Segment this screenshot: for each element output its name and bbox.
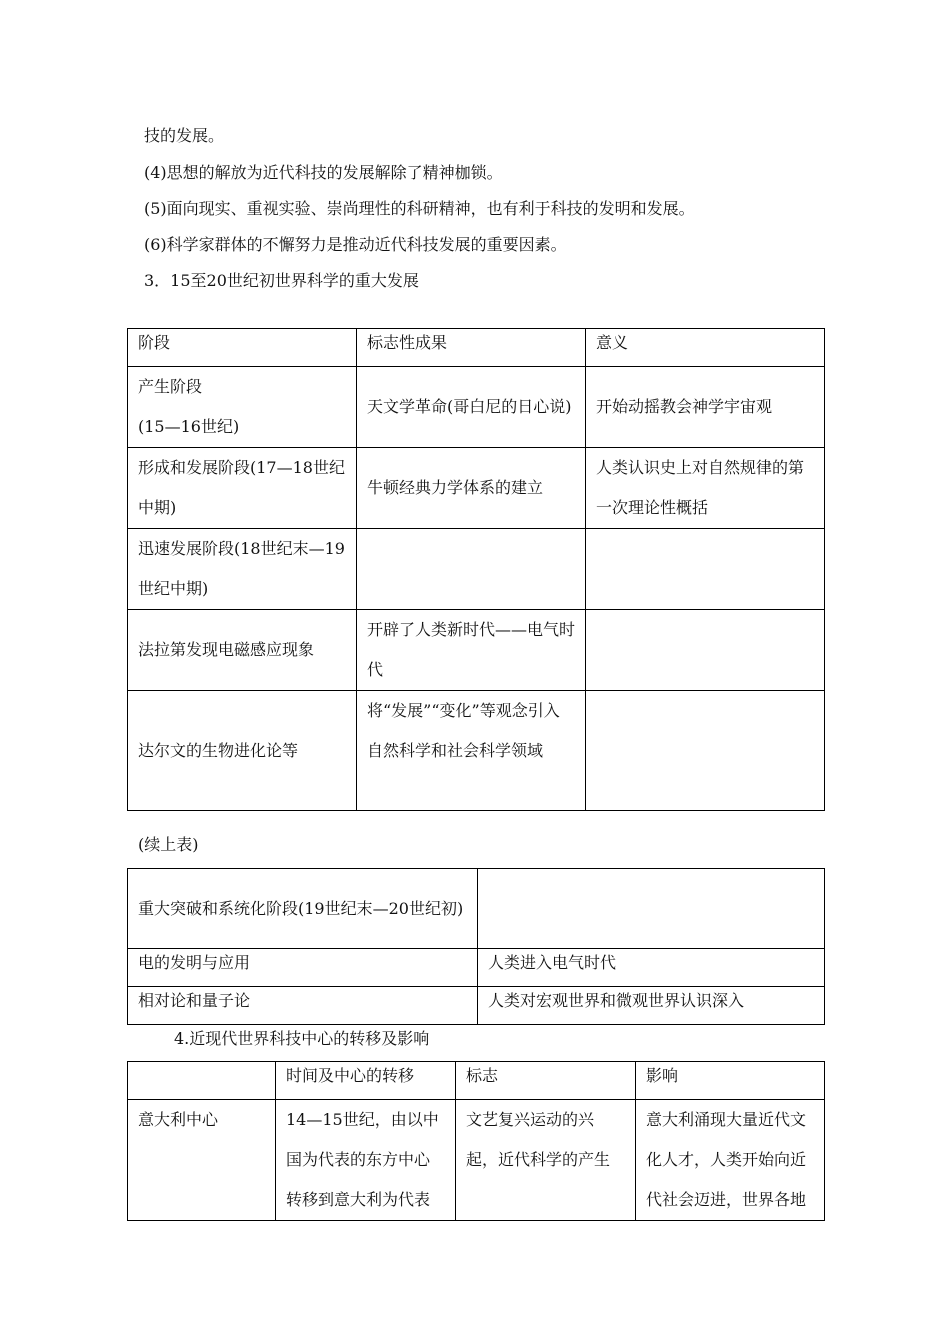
section-heading: 4.近现代世界科技中心的转移及影响 (174, 1029, 430, 1048)
table-cell: 开始动摇教会神学宇宙观 (586, 367, 825, 448)
table-cell: 电的发明与应用 (128, 949, 478, 987)
table-cell (478, 869, 825, 949)
table-row (128, 448, 825, 529)
table-cell (586, 691, 825, 811)
tech-center-table (127, 1061, 825, 1221)
paragraph: (4)思想的解放为近代科技的发展解除了精神枷锁。 (144, 163, 503, 182)
section-heading: 3．15至20世纪初世界科学的重大发展 (144, 271, 419, 290)
table-cell: 形成和发展阶段(17—18世纪中期) (128, 448, 357, 529)
table-row (128, 691, 825, 811)
header-cell: 意义 (586, 329, 825, 367)
table-cell: 文艺复兴运动的兴起，近代科学的产生 (456, 1100, 636, 1221)
table-cell: 将“发展”“变化”等观念引入自然科学和社会科学领域 (357, 691, 586, 811)
header-cell: 影响 (636, 1062, 825, 1100)
header-cell: 标志性成果 (357, 329, 586, 367)
table-cell: 人类进入电气时代 (478, 949, 825, 987)
table-cell: 意大利中心 (128, 1100, 276, 1221)
paragraph: 技的发展。 (144, 126, 225, 145)
table-row (128, 1100, 825, 1221)
table-cell (586, 529, 825, 610)
table-cell: 天文学革命(哥白尼的日心说) (357, 367, 586, 448)
table-cell: 迅速发展阶段(18世纪末—19世纪中期) (128, 529, 357, 610)
paragraph: (5)面向现实、重视实验、崇尚理性的科研精神，也有利于科技的发明和发展。 (144, 199, 695, 218)
continued-label: (续上表) (138, 835, 199, 854)
paragraph: (6)科学家群体的不懈努力是推动近代科技发展的重要因素。 (144, 235, 567, 254)
table-row (128, 949, 825, 987)
table-cell (357, 529, 586, 610)
table-header-row (128, 329, 825, 367)
header-cell: 标志 (456, 1062, 636, 1100)
table-cell: 重大突破和系统化阶段(19世纪末—20世纪初) (128, 869, 478, 949)
table-cell (586, 610, 825, 691)
table-header-row (128, 1062, 825, 1100)
table-cell: 达尔文的生物进化论等 (128, 691, 357, 811)
header-cell (128, 1062, 276, 1100)
science-development-table (127, 328, 825, 811)
table-cell: 牛顿经典力学体系的建立 (357, 448, 586, 529)
table-cell: 意大利涌现大量近代文化人才，人类开始向近代社会迈进，世界各地 (636, 1100, 825, 1221)
table-row (128, 987, 825, 1025)
table-row (128, 869, 825, 949)
table-row (128, 610, 825, 691)
table-cell: 法拉第发现电磁感应现象 (128, 610, 357, 691)
header-cell: 时间及中心的转移 (276, 1062, 456, 1100)
table-row (128, 529, 825, 610)
table-cell: 开辟了人类新时代——电气时代 (357, 610, 586, 691)
table-cell: 14—15世纪，由以中国为代表的东方中心转移到意大利为代表 (276, 1100, 456, 1221)
table-cell: 相对论和量子论 (128, 987, 478, 1025)
continued-table (127, 868, 825, 1025)
header-cell: 阶段 (128, 329, 357, 367)
table-cell: 人类认识史上对自然规律的第一次理论性概括 (586, 448, 825, 529)
table-cell: 产生阶段 (15—16世纪) (128, 367, 357, 448)
table-cell: 人类对宏观世界和微观世界认识深入 (478, 987, 825, 1025)
table-row (128, 367, 825, 448)
